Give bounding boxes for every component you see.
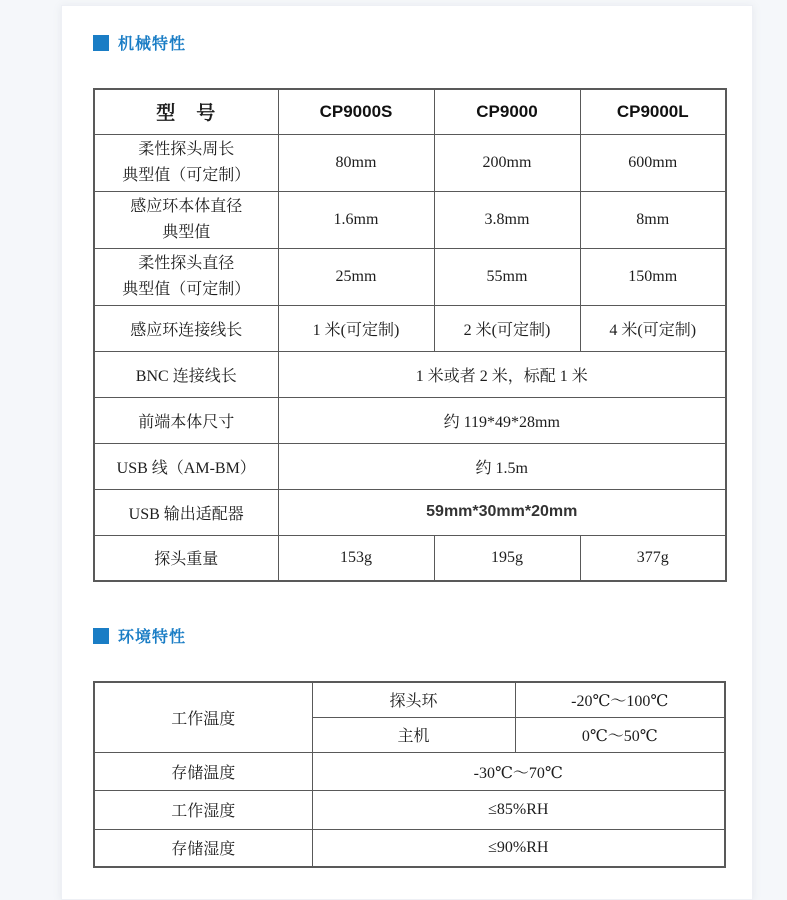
spec-sub-label-cell: 主机 — [312, 717, 515, 752]
section-title-environment: 环境特性 — [118, 629, 187, 646]
spec-value-cell: 200mm — [434, 134, 580, 191]
model-cp9000-cell: CP9000 — [434, 89, 580, 134]
spec-value-cell: 0℃～50℃ — [515, 717, 725, 752]
section-marker-icon — [93, 628, 109, 644]
model-cp9000l-cell: CP9000L — [580, 89, 726, 134]
environment-spec-table — [93, 681, 726, 868]
spec-label-cell: USB 输出适配器 — [94, 489, 278, 535]
spec-value-cell: 1 米(可定制) — [278, 305, 434, 351]
mechanical-spec-table — [93, 88, 727, 582]
spec-sub-label-cell: 探头环 — [312, 682, 515, 717]
spec-value-cell: 25mm — [278, 248, 434, 305]
table-row — [94, 134, 726, 191]
spec-span-value-cell: ≤85%RH — [312, 790, 725, 829]
table-row — [94, 682, 725, 717]
spec-label-cell: BNC 连接线长 — [94, 351, 278, 397]
model-header-cell: 型 号 — [94, 89, 278, 134]
section-marker-icon — [93, 35, 109, 51]
spec-value-cell: 600mm — [580, 134, 726, 191]
spec-label-cell: 工作温度 — [94, 682, 312, 752]
spec-value-cell: 153g — [278, 535, 434, 581]
spec-span-value-cell: -30℃～70℃ — [312, 752, 725, 790]
table-row — [94, 305, 726, 351]
spec-label-cell: 探头重量 — [94, 535, 278, 581]
spec-label-cell: 柔性探头直径 典型值（可定制） — [94, 248, 278, 305]
spec-label-cell: USB 线（AM-BM） — [94, 443, 278, 489]
spec-value-cell: 80mm — [278, 134, 434, 191]
spec-value-cell: 377g — [580, 535, 726, 581]
spec-value-cell: 8mm — [580, 191, 726, 248]
table-header-row — [94, 89, 726, 134]
spec-value-cell: 195g — [434, 535, 580, 581]
spec-value-cell: -20℃～100℃ — [515, 682, 725, 717]
table-row — [94, 248, 726, 305]
table-row — [94, 351, 726, 397]
content-card — [61, 5, 753, 900]
table-row — [94, 790, 725, 829]
table-row — [94, 829, 725, 867]
spec-label-cell: 存储湿度 — [94, 829, 312, 867]
spec-content — [62, 34, 752, 868]
table-row — [94, 489, 726, 535]
spec-span-value-cell: 约 119*49*28mm — [278, 397, 726, 443]
table-row — [94, 535, 726, 581]
spec-value-cell: 2 米(可定制) — [434, 305, 580, 351]
spec-span-value-cell: ≤90%RH — [312, 829, 725, 867]
spec-label-cell: 工作湿度 — [94, 790, 312, 829]
spec-value-cell: 4 米(可定制) — [580, 305, 726, 351]
spec-label-cell: 前端本体尺寸 — [94, 397, 278, 443]
spec-value-cell: 150mm — [580, 248, 726, 305]
spec-span-value-cell: 59mm*30mm*20mm — [278, 489, 726, 535]
spec-label-cell: 感应环本体直径 典型值 — [94, 191, 278, 248]
table-row — [94, 397, 726, 443]
spec-label-cell: 感应环连接线长 — [94, 305, 278, 351]
spec-span-value-cell: 1 米或者 2 米，标配 1 米 — [278, 351, 726, 397]
spec-span-value-cell: 约 1.5m — [278, 443, 726, 489]
spec-value-cell: 55mm — [434, 248, 580, 305]
spec-value-cell: 3.8mm — [434, 191, 580, 248]
spec-label-cell: 存储温度 — [94, 752, 312, 790]
section-header-environment — [93, 627, 752, 644]
table-row — [94, 752, 725, 790]
table-row — [94, 443, 726, 489]
spec-label-cell: 柔性探头周长 典型值（可定制） — [94, 134, 278, 191]
section-title-mechanical: 机械特性 — [118, 36, 187, 53]
spec-value-cell: 1.6mm — [278, 191, 434, 248]
model-cp9000s-cell: CP9000S — [278, 89, 434, 134]
section-header-mechanical — [93, 34, 752, 51]
table-row — [94, 191, 726, 248]
